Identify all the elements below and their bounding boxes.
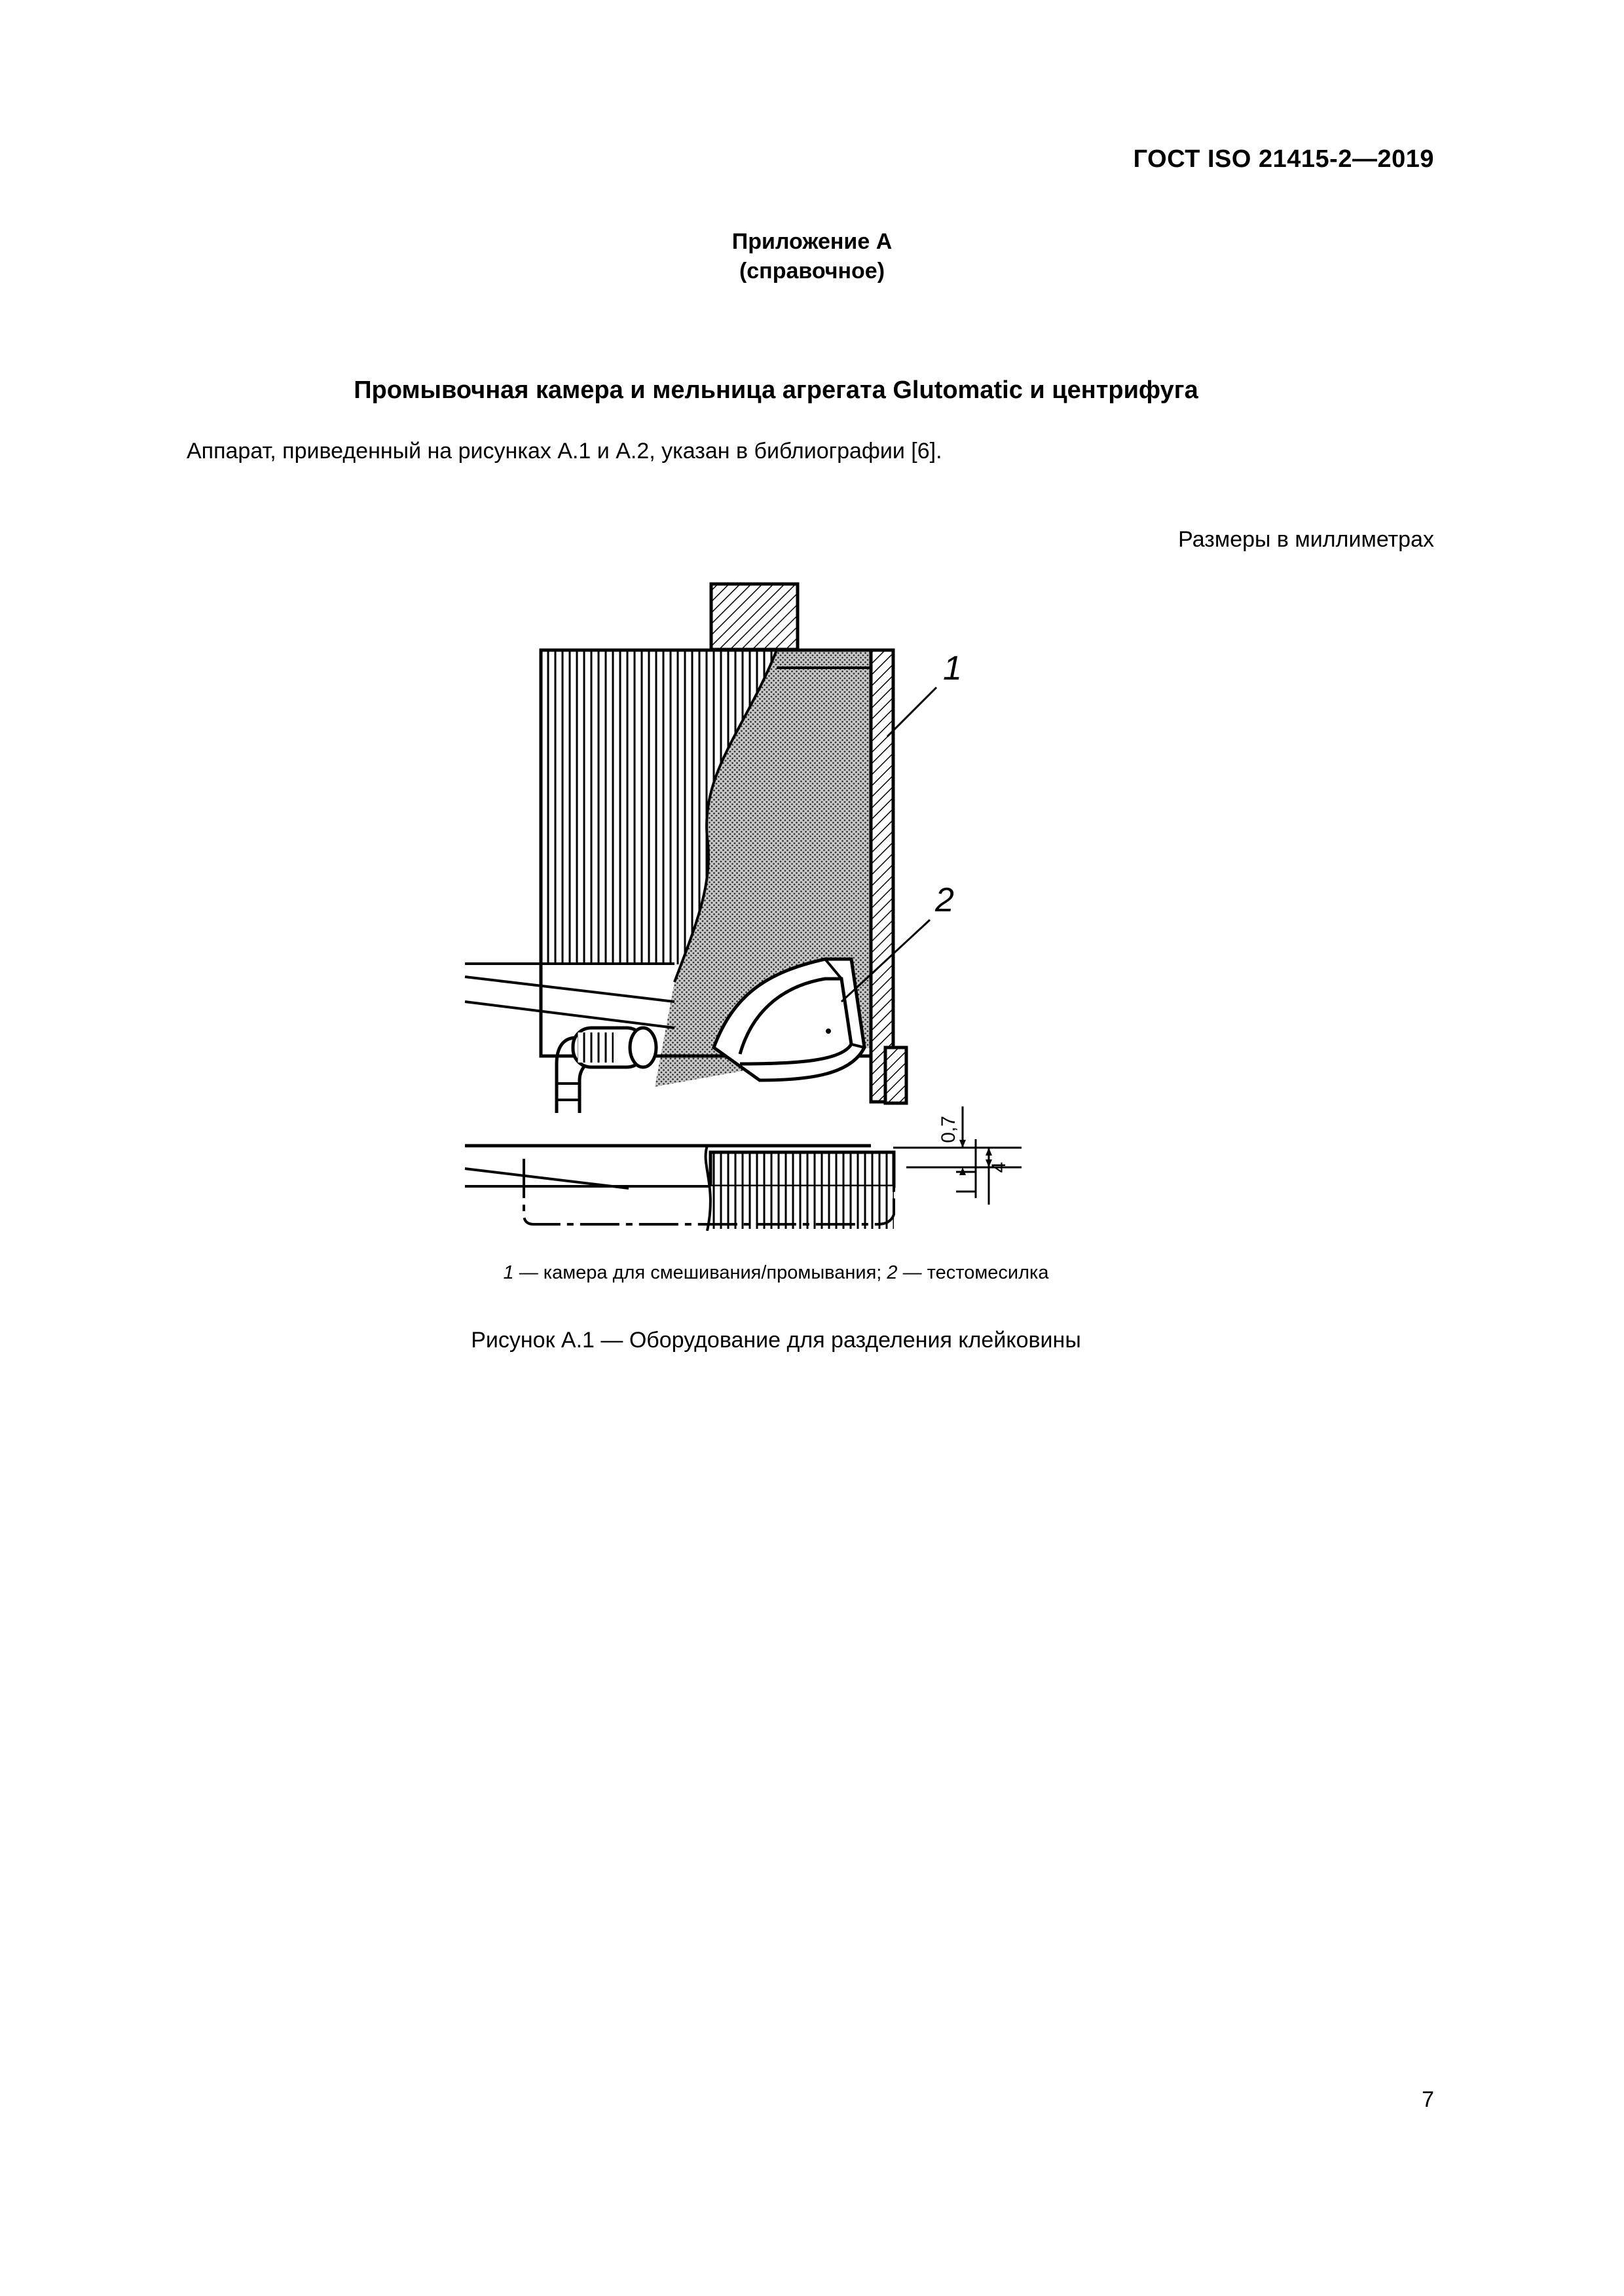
annex-type: (справочное) bbox=[739, 259, 885, 283]
figure-a1-drawing bbox=[458, 576, 1113, 1231]
drive-knob bbox=[711, 584, 798, 649]
annex-title: Приложение А bbox=[731, 229, 893, 254]
dimension-0-7: 0,7 bbox=[938, 1116, 959, 1143]
section-title: Промывочная камера и мельница агрегата Glutomatic и центрифуга bbox=[354, 376, 1198, 404]
legend-number-2: 2 bbox=[887, 1262, 898, 1283]
figure-caption: Рисунок А.1 — Оборудование для разделения клейковины bbox=[471, 1328, 1081, 1353]
figure-legend bbox=[0, 1262, 1552, 1284]
callout-1: 1 bbox=[943, 649, 962, 687]
units-note: Размеры в миллиметрах bbox=[1178, 527, 1434, 552]
intro-paragraph: Аппарат, приведенный на рисунках А.1 и А.2, указан в библиографии [6]. bbox=[187, 439, 942, 464]
chamber-wall bbox=[871, 650, 893, 1102]
legend-text-2: — тестомесилка bbox=[897, 1262, 1049, 1283]
legend-text-1: — камера для смешивания/промывания; bbox=[513, 1262, 887, 1283]
bottom-grid bbox=[706, 1146, 894, 1231]
page-number: 7 bbox=[1422, 2087, 1434, 2112]
dimension-4: 4 bbox=[988, 1161, 1010, 1173]
wall-lower-block bbox=[885, 1048, 906, 1103]
legend-number-1: 1 bbox=[503, 1262, 514, 1283]
callout-2: 2 bbox=[935, 881, 954, 919]
side-pipe bbox=[557, 1028, 656, 1113]
document-header: ГОСТ ISO 21415-2—2019 bbox=[1133, 145, 1434, 173]
